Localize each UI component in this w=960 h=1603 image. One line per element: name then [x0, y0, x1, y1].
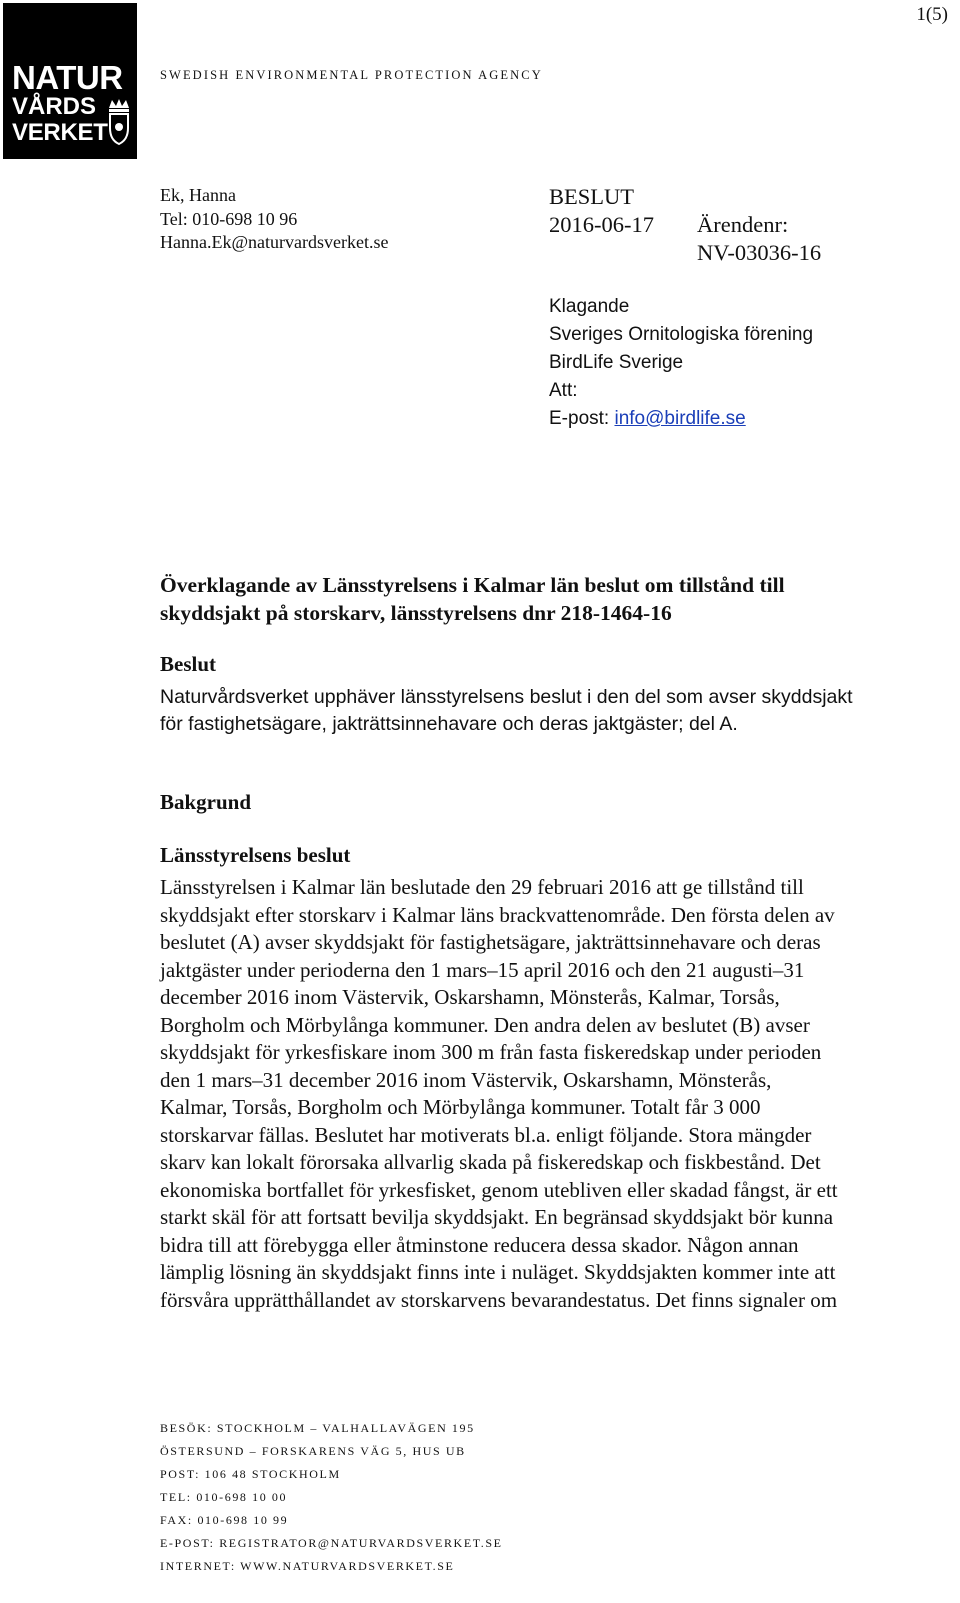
appellant-org: BirdLife Sverige	[549, 352, 684, 373]
logo-text-line3: VERKET	[12, 119, 108, 146]
beslut-line: Naturvårdsverket upphäver länsstyrelsens beslut i den del som avser skyddsjakt	[160, 686, 853, 708]
page-number: 1(5)	[916, 4, 948, 25]
paragraph-line: Länsstyrelsen i Kalmar län beslutade den 29 februari 2016 att ge tillstånd till	[160, 875, 804, 899]
logo-text-line2: VÅRDS	[12, 93, 97, 120]
paragraph-line: bidra till att förebygga eller åtminstone reducera dessa skador. Någon annan	[160, 1232, 799, 1257]
footer-line: FAX: 010-698 10 99	[160, 1513, 289, 1527]
decision-type: BESLUT	[549, 184, 635, 209]
footer-line: E-POST: REGISTRATOR@NATURVARDSVERKET.SE	[160, 1536, 503, 1550]
paragraph-line: storskarvar fällas. Beslutet har motiverats bl.a. enligt följande. Stora mängder	[160, 1122, 812, 1147]
lansstyrelsens-beslut-heading: Länsstyrelsens beslut	[160, 843, 351, 867]
paragraph-line: Kalmar, Torsås, Borgholm och Mörbylånga kommuner. Totalt får 3 000	[160, 1095, 761, 1119]
paragraph-line: lämplig lösning än skyddsjakt finns inte i nuläget. Skyddsjakten kommer inte att	[160, 1260, 836, 1284]
paragraph-line: den 1 mars–31 december 2016 inom Västervik, Oskarshamn, Mönsterås,	[160, 1067, 772, 1092]
logo-text-line1: NATUR	[12, 59, 123, 96]
appellant-att: Att:	[549, 380, 578, 401]
crown-icon	[106, 98, 132, 146]
case-label: Ärendenr:	[697, 212, 789, 237]
title-line: skyddsjakt på storskarv, länsstyrelsens dnr 218-1464-16	[160, 600, 672, 625]
background-paragraph	[160, 874, 838, 1314]
paragraph-line: beslutet (A) avser skyddsjakt för fastighetsägare, jakträttsinnehavare och deras	[160, 930, 821, 954]
paragraph-line: starkt skäl för att fortsatt bevilja skyddsjakt. En begränsad skyddsjakt bör kunna	[160, 1205, 834, 1229]
email-link[interactable]: info@birdlife.se	[614, 408, 746, 429]
footer-line: TEL: 010-698 10 00	[160, 1490, 288, 1504]
contact-name: Ek, Hanna	[160, 185, 236, 205]
paragraph-line: försvåra upprätthållandet av storskarvens bevarandestatus. Det finns signaler om	[160, 1287, 838, 1312]
paragraph-line: jaktgäster under perioderna den 1 mars–15 april 2016 och den 21 augusti–31	[160, 957, 805, 982]
paragraph-line: Borgholm och Mörbylånga kommuner. Den andra delen av beslutet (B) avser	[160, 1012, 810, 1037]
paragraph-line: skyddsjakt för yrkesfiskare inom 300 m från fasta fiskeredskap under perioden	[160, 1040, 822, 1064]
beslut-text	[160, 684, 853, 738]
email-label: E-post:	[549, 408, 610, 429]
paragraph-line: ekonomiska bortfallet för yrkesfisket, genom utebliven eller skadad fångst, är ett	[160, 1177, 838, 1202]
case-number: NV-03036-16	[697, 240, 822, 265]
bakgrund-heading: Bakgrund	[160, 790, 252, 814]
document-title	[160, 572, 785, 627]
appellant-name: Sveriges Ornitologiska förening	[549, 324, 814, 345]
contact-phone: Tel: 010-698 10 96	[160, 209, 298, 229]
title-line: Överklagande av Länsstyrelsens i Kalmar län beslut om tillstånd till	[160, 573, 785, 597]
appellant-email-row	[549, 408, 746, 430]
footer-line: INTERNET: WWW.NATURVARDSVERKET.SE	[160, 1559, 455, 1573]
appellant-label: Klagande	[549, 296, 630, 317]
beslut-heading: Beslut	[160, 652, 217, 676]
decision-date: 2016-06-17	[549, 212, 654, 237]
contact-email: Hanna.Ek@naturvardsverket.se	[160, 232, 389, 252]
beslut-line: för fastighetsägare, jakträttsinnehavare och deras jaktgäster; del A.	[160, 713, 738, 735]
paragraph-line: december 2016 inom Västervik, Oskarshamn, Mönsterås, Kalmar, Torsås,	[160, 985, 780, 1009]
footer-line: BESÖK: STOCKHOLM – VALHALLAVÄGEN 195	[160, 1421, 475, 1435]
footer-line: POST: 106 48 STOCKHOLM	[160, 1467, 341, 1481]
footer-address	[160, 1417, 503, 1578]
paragraph-line: skarv kan lokalt förorsaka allvarlig skada på fiskeredskap och fiskbestånd. Det	[160, 1150, 821, 1174]
agency-logo	[3, 3, 137, 159]
footer-line: ÖSTERSUND – FORSKARENS VÄG 5, HUS UB	[160, 1444, 466, 1458]
paragraph-line: skyddsjakt efter storskarv i Kalmar läns brackvattenområde. Den första delen av	[160, 902, 835, 927]
agency-name: SWEDISH ENVIRONMENTAL PROTECTION AGENCY	[160, 68, 543, 82]
